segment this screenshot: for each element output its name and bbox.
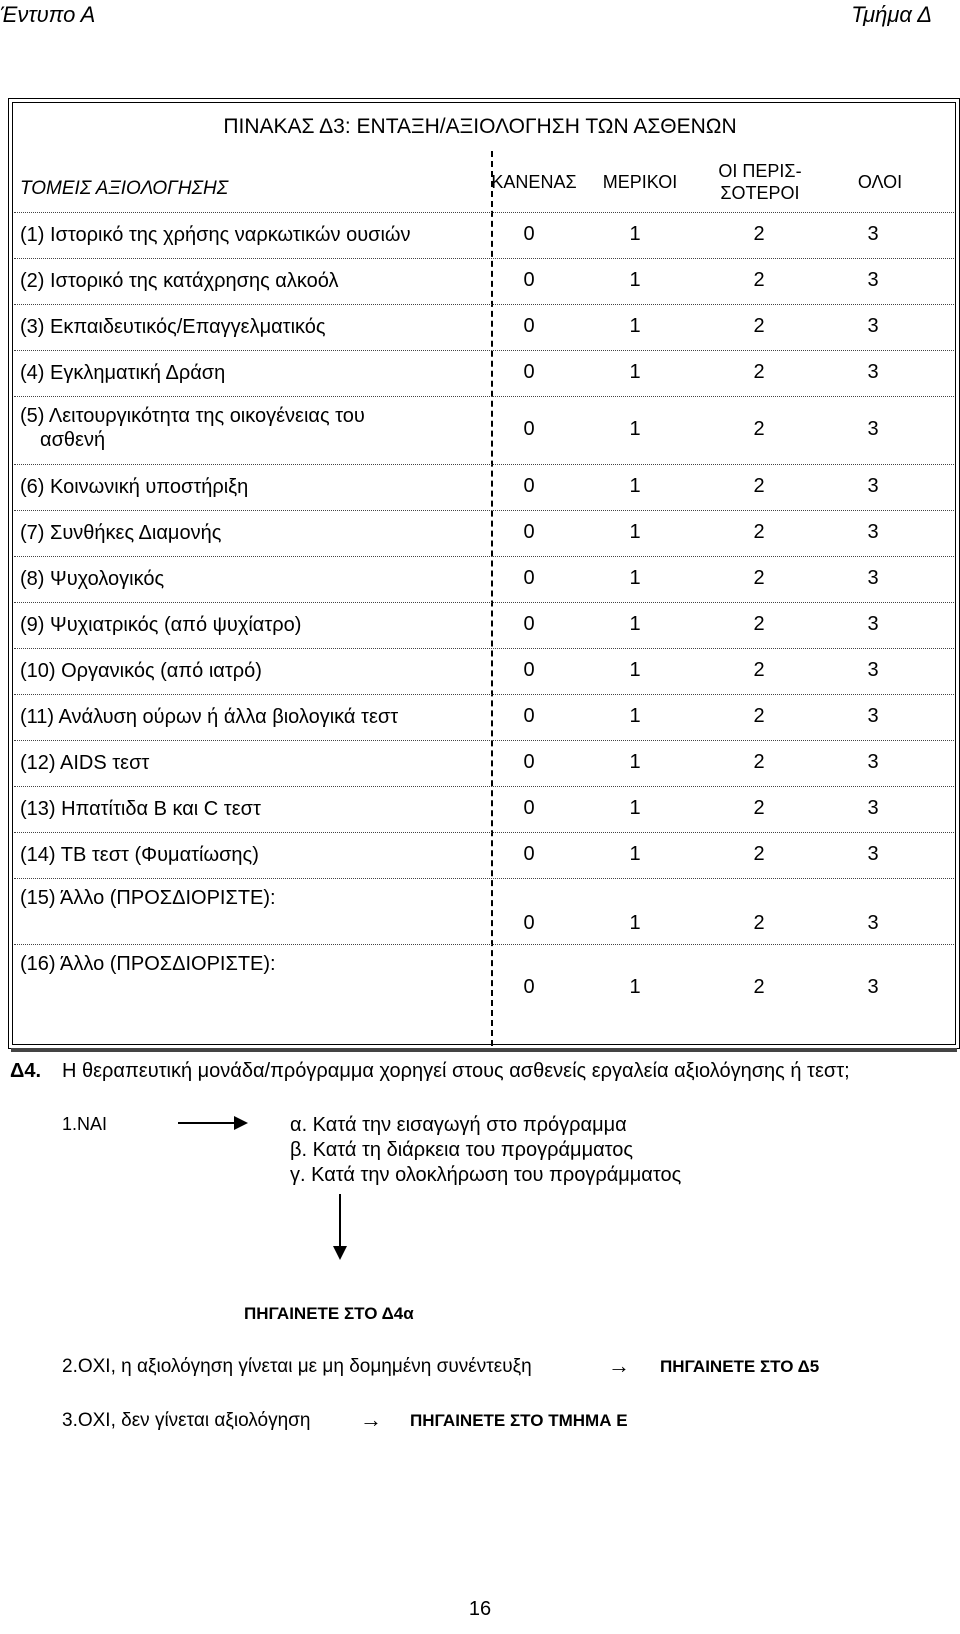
score-value: 2 <box>753 705 765 727</box>
score-value: 1 <box>629 751 641 773</box>
score-value: 3 <box>867 659 879 681</box>
score-value: 0 <box>523 843 535 865</box>
row-label-continued: ασθενή <box>40 429 106 451</box>
score-value: 2 <box>753 613 765 635</box>
score-value: 0 <box>523 223 535 245</box>
score-value: 3 <box>867 976 879 998</box>
score-value: 2 <box>753 843 765 865</box>
score-value: 0 <box>523 976 535 998</box>
score-value: 1 <box>629 418 641 440</box>
goto-d5: ΠΗΓΑΙΝΕΤΕ ΣΤΟ Δ5 <box>660 1357 820 1376</box>
row-label: (1) Ιστορικό της χρήσης ναρκωτικών ουσιών <box>20 224 411 246</box>
table-row <box>14 602 954 649</box>
score-value: 2 <box>753 797 765 819</box>
table-row <box>14 944 954 1008</box>
table-row <box>14 304 954 351</box>
column-most <box>700 160 820 204</box>
question-number: Δ4. <box>10 1060 42 1082</box>
score-value: 3 <box>867 613 879 635</box>
score-value: 0 <box>523 475 535 497</box>
score-value: 3 <box>867 797 879 819</box>
score-value: 2 <box>753 315 765 337</box>
table-row <box>14 464 954 511</box>
score-value: 2 <box>753 223 765 245</box>
row-label: (16) Άλλο (ΠΡΟΣΔΙΟΡΙΣΤΕ): <box>20 953 276 975</box>
down-arrow-line <box>339 1194 341 1248</box>
score-value: 3 <box>867 912 879 934</box>
row-label: (13) Ηπατίτιδα Β και C τεστ <box>20 798 261 820</box>
row-label: (3) Εκπαιδευτικός/Επαγγελματικός <box>20 316 326 338</box>
table-row <box>14 786 954 833</box>
score-value: 1 <box>629 843 641 865</box>
right-arrow-icon: → <box>608 1353 630 1378</box>
table-row <box>14 556 954 603</box>
yes-arrow-line <box>178 1122 236 1124</box>
score-value: 2 <box>753 976 765 998</box>
score-value: 3 <box>867 269 879 291</box>
question-text: Η θεραπευτική μονάδα/πρόγραμμα χορηγεί στους ασθενείς εργαλεία αξιολόγησης ή τεστ; <box>62 1060 850 1082</box>
score-value: 3 <box>867 315 879 337</box>
score-value: 0 <box>523 659 535 681</box>
score-value: 2 <box>753 475 765 497</box>
row-label: (7) Συνθήκες Διαμονής <box>20 522 222 544</box>
score-value: 0 <box>523 361 535 383</box>
score-value: 1 <box>629 659 641 681</box>
score-value: 2 <box>753 912 765 934</box>
score-value: 1 <box>629 976 641 998</box>
score-value: 1 <box>629 475 641 497</box>
score-value: 2 <box>753 361 765 383</box>
score-value: 3 <box>867 223 879 245</box>
yes-option-c: γ. Κατά την ολοκλήρωση του προγράμματος <box>290 1164 682 1186</box>
goto-d4a: ΠΗΓΑΙΝΕΤΕ ΣΤΟ Δ4α <box>244 1304 414 1323</box>
right-arrow-icon: → <box>360 1407 382 1432</box>
row-label: (9) Ψυχιατρικός (από ψυχίατρο) <box>20 614 302 636</box>
score-value: 1 <box>629 705 641 727</box>
answer-no-unstructured: 2.ΟΧΙ, η αξιολόγηση γίνεται με μη δομημένη συνέντευξη <box>62 1356 532 1377</box>
table-row <box>14 350 954 397</box>
score-value: 0 <box>523 418 535 440</box>
score-value: 2 <box>753 521 765 543</box>
row-label: (11) Ανάλυση ούρων ή άλλα βιολογικά τεστ <box>20 706 399 728</box>
score-value: 0 <box>523 705 535 727</box>
score-value: 0 <box>523 797 535 819</box>
score-value: 1 <box>629 613 641 635</box>
table-row <box>14 396 954 465</box>
down-arrow-head <box>333 1246 347 1260</box>
row-label: (4) Εγκληματική Δράση <box>20 362 226 384</box>
row-label: (6) Κοινωνική υποστήριξη <box>20 476 249 498</box>
score-value: 2 <box>753 751 765 773</box>
score-value: 2 <box>753 269 765 291</box>
table-row <box>14 832 954 879</box>
column-most-line1: ΟΙ ΠΕΡΙΣ- <box>718 161 802 181</box>
table-row <box>14 258 954 305</box>
score-value: 3 <box>867 705 879 727</box>
yes-option-a: α. Κατά την εισαγωγή στο πρόγραμμα <box>290 1114 627 1136</box>
table-row <box>14 694 954 741</box>
yes-option-b: β. Κατά τη διάρκεια του προγράμματος <box>290 1139 634 1161</box>
answer-yes: 1.ΝΑΙ <box>62 1114 108 1134</box>
row-label: (12) AIDS τεστ <box>20 752 150 774</box>
score-value: 0 <box>523 613 535 635</box>
score-value: 0 <box>523 521 535 543</box>
score-value: 3 <box>867 361 879 383</box>
score-value: 0 <box>523 315 535 337</box>
table-title: ΠΙΝΑΚΑΣ Δ3: ΕΝΤΑΞΗ/ΑΞΙΟΛΟΓΗΣΗ ΤΩΝ ΑΣΘΕΝΩΝ <box>223 115 737 138</box>
form-label: Έντυπο Α <box>0 2 96 27</box>
score-value: 3 <box>867 567 879 589</box>
column-some: ΜΕΡΙΚΟΙ <box>602 172 678 192</box>
goto-section-e: ΠΗΓΑΙΝΕΤΕ ΣΤΟ ΤΜΗΜΑ Ε <box>410 1411 628 1430</box>
score-value: 1 <box>629 361 641 383</box>
page-number: 16 <box>468 1598 492 1620</box>
score-value: 0 <box>523 912 535 934</box>
table-row <box>14 648 954 695</box>
row-label: (8) Ψυχολογικός <box>20 568 165 590</box>
score-value: 3 <box>867 418 879 440</box>
score-value: 1 <box>629 521 641 543</box>
table-row <box>14 878 954 945</box>
table-row <box>14 212 954 259</box>
score-value: 1 <box>629 223 641 245</box>
score-value: 1 <box>629 567 641 589</box>
score-value: 3 <box>867 843 879 865</box>
column-none: ΚΑΝΕΝΑΣ <box>491 172 577 192</box>
score-value: 3 <box>867 751 879 773</box>
score-value: 0 <box>523 269 535 291</box>
row-label: (15) Άλλο (ΠΡΟΣΔΙΟΡΙΣΤΕ): <box>20 887 276 909</box>
table-row <box>14 510 954 557</box>
answer-no-evaluation: 3.ΟΧΙ, δεν γίνεται αξιολόγηση <box>62 1410 311 1431</box>
score-value: 2 <box>753 567 765 589</box>
row-label: (2) Ιστορικό της κατάχρησης αλκοόλ <box>20 270 339 292</box>
row-label: (10) Οργανικός (από ιατρό) <box>20 660 262 682</box>
sector-header: ΤΟΜΕΙΣ ΑΞΙΟΛΟΓΗΣΗΣ <box>20 178 229 199</box>
score-value: 1 <box>629 797 641 819</box>
table-row <box>14 740 954 787</box>
score-value: 1 <box>629 315 641 337</box>
score-value: 0 <box>523 567 535 589</box>
score-value: 1 <box>629 912 641 934</box>
column-all: ΟΛΟΙ <box>857 172 903 192</box>
row-label: (14) ΤΒ τεστ (Φυματίωσης) <box>20 844 259 866</box>
column-most-line2: ΣΟΤΕΡΟΙ <box>720 183 800 203</box>
section-label: Τμήμα Δ <box>851 2 932 27</box>
score-value: 2 <box>753 418 765 440</box>
row-label: (5) Λειτουργικότητα της οικογένειας του <box>20 405 365 427</box>
score-value: 3 <box>867 475 879 497</box>
score-value: 0 <box>523 751 535 773</box>
yes-arrow-head <box>234 1116 248 1130</box>
score-value: 2 <box>753 659 765 681</box>
score-value: 3 <box>867 521 879 543</box>
score-value: 1 <box>629 269 641 291</box>
